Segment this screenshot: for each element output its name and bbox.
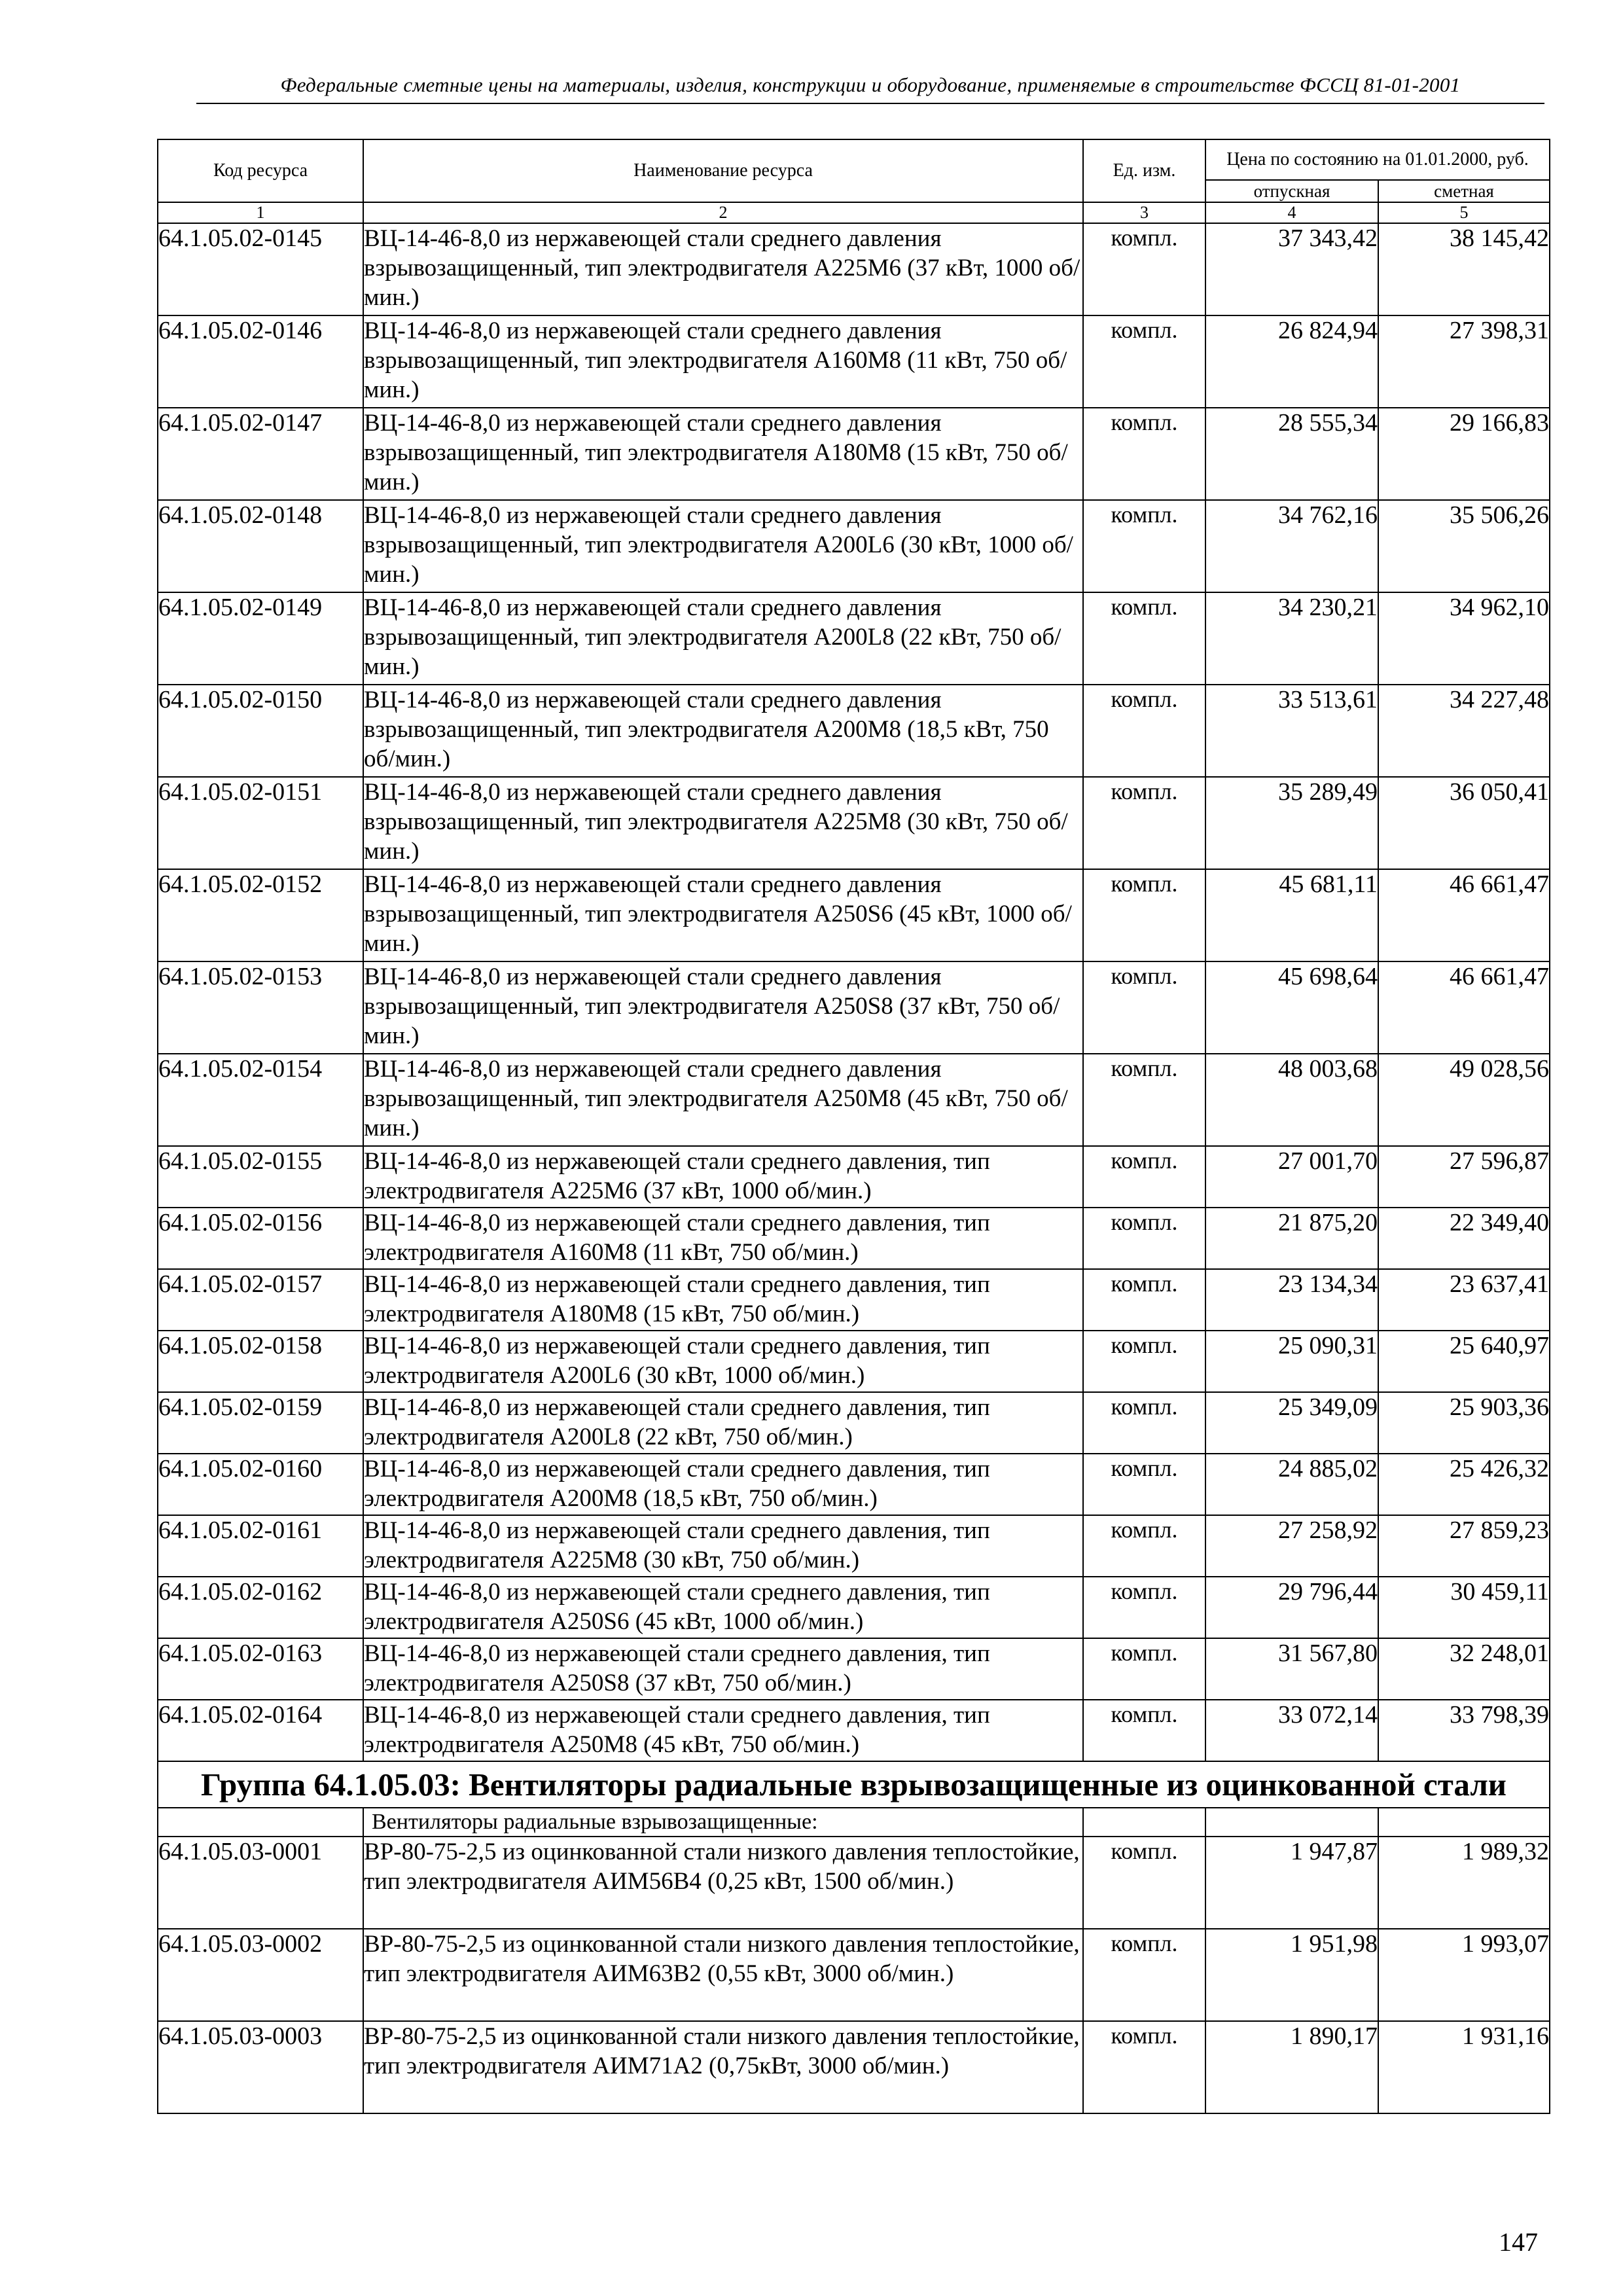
table-row [158,1331,1550,1392]
resource-code: 64.1.05.02-0152 [158,869,363,961]
resource-code: 64.1.05.02-0163 [158,1638,363,1700]
release-price: 27 258,92 [1205,1515,1378,1577]
column-number: 4 [1205,202,1378,223]
resource-name [363,408,1083,500]
header-unit: Ед. изм. [1083,139,1205,202]
unit-of-measure: компл. [1083,1837,1205,1929]
resource-name-text: ВЦ-14-46-8,0 из нержавеющей стали среднего давления, тип электродвигателя А250S8 (37 кВт, 750 об/мин.) [364,1640,990,1696]
page-number: 147 [1499,2227,1538,2257]
column-number: 3 [1083,202,1205,223]
resource-code: 64.1.05.02-0145 [158,223,363,315]
unit-of-measure: компл. [1083,1392,1205,1454]
resource-name-text: ВЦ-14-46-8,0 из нержавеющей стали среднего давления взрывозащищенный, тип электродвигателя А200L6 (30 кВт, 1000 об/мин.) [364,502,1073,588]
release-price: 25 090,31 [1205,1331,1378,1392]
table-row [158,1208,1550,1269]
release-price: 45 698,64 [1205,961,1378,1054]
estimate-price: 25 640,97 [1378,1331,1550,1392]
resource-name-text: ВЦ-14-46-8,0 из нержавеющей стали среднего давления взрывозащищенный, тип электродвигателя А200М8 (18,5 кВт, 750 об/мин.) [364,687,1049,772]
unit-of-measure: компл. [1083,1331,1205,1392]
table-row [158,685,1550,777]
release-price: 33 072,14 [1205,1700,1378,1761]
estimate-price: 35 506,26 [1378,500,1550,592]
resource-name [363,1208,1083,1269]
header-release-price: отпускная [1205,180,1378,202]
subgroup-release-cell [1205,1808,1378,1837]
release-price: 34 762,16 [1205,500,1378,592]
unit-of-measure: компл. [1083,408,1205,500]
resource-code: 64.1.05.02-0162 [158,1577,363,1638]
release-price: 31 567,80 [1205,1638,1378,1700]
resource-code: 64.1.05.02-0164 [158,1700,363,1761]
table-row [158,869,1550,961]
estimate-price: 25 903,36 [1378,1392,1550,1454]
release-price: 24 885,02 [1205,1454,1378,1515]
resource-code: 64.1.05.02-0148 [158,500,363,592]
estimate-price: 36 050,41 [1378,777,1550,869]
resource-name-text: ВЦ-14-46-8,0 из нержавеющей стали среднего давления, тип электродвигателя А225М6 (37 кВт, 1000 об/мин.) [364,1148,990,1204]
resource-name-text: ВЦ-14-46-8,0 из нержавеющей стали среднего давления взрывозащищенный, тип электродвигателя А180М8 (15 кВт, 750 об/мин.) [364,410,1068,495]
resource-code: 64.1.05.02-0158 [158,1331,363,1392]
resource-name-text: ВЦ-14-46-8,0 из нержавеющей стали среднего давления взрывозащищенный, тип электродвигателя А250М8 (45 кВт, 750 об/мин.) [364,1056,1068,1141]
resource-name-text: ВР-80-75-2,5 из оцинкованной стали низкого давления теплостойкие, тип электродвигателя АИМ63В2 (0,55 кВт, 3000 об/мин.) [364,1931,1080,1987]
resource-name [363,2021,1083,2113]
resource-name [363,961,1083,1054]
resource-code: 64.1.05.02-0151 [158,777,363,869]
table-row [158,1700,1550,1761]
estimate-price: 27 859,23 [1378,1515,1550,1577]
unit-of-measure: компл. [1083,961,1205,1054]
table-row [158,1454,1550,1515]
release-price: 1 947,87 [1205,1837,1378,1929]
estimate-price: 46 661,47 [1378,961,1550,1054]
resource-code: 64.1.05.02-0154 [158,1054,363,1146]
column-number: 1 [158,202,363,223]
resource-name [363,1638,1083,1700]
subgroup-estimate-cell [1378,1808,1550,1837]
resource-name-text: ВЦ-14-46-8,0 из нержавеющей стали среднего давления взрывозащищенный, тип электродвигателя А250S8 (37 кВт, 750 об/мин.) [364,963,1060,1049]
estimate-price: 33 798,39 [1378,1700,1550,1761]
estimate-price: 32 248,01 [1378,1638,1550,1700]
release-price: 35 289,49 [1205,777,1378,869]
table-row [158,1638,1550,1700]
estimate-price: 49 028,56 [1378,1054,1550,1146]
release-price: 21 875,20 [1205,1208,1378,1269]
release-price: 26 824,94 [1205,315,1378,408]
resource-code: 64.1.05.02-0149 [158,592,363,685]
resource-name [363,869,1083,961]
resource-name [363,1331,1083,1392]
resource-name-text: ВЦ-14-46-8,0 из нержавеющей стали среднего давления, тип электродвигателя А180М8 (15 кВт, 750 об/мин.) [364,1271,990,1327]
unit-of-measure: компл. [1083,2021,1205,2113]
resource-name [363,777,1083,869]
unit-of-measure: компл. [1083,223,1205,315]
table-row [158,777,1550,869]
table-row [158,1054,1550,1146]
estimate-price: 27 596,87 [1378,1146,1550,1208]
table-row [158,315,1550,408]
header-code: Код ресурса [158,139,363,202]
resource-name-text: ВР-80-75-2,5 из оцинкованной стали низкого давления теплостойкие, тип электродвигателя АИМ56В4 (0,25 кВт, 1500 об/мин.) [364,1839,1080,1895]
resource-name-text: ВЦ-14-46-8,0 из нержавеющей стали среднего давления, тип электродвигателя А200L8 (22 кВт, 750 об/мин.) [364,1394,990,1450]
resource-code: 64.1.05.02-0160 [158,1454,363,1515]
release-price: 1 951,98 [1205,1929,1378,2021]
price-table [157,139,1550,2114]
table-row [158,1837,1550,1929]
table-row [158,592,1550,685]
resource-name-text: ВР-80-75-2,5 из оцинкованной стали низкого давления теплостойкие, тип электродвигателя АИМ71А2 (0,75кВт, 3000 об/мин.) [364,2023,1080,2079]
subgroup-code-cell [158,1808,363,1837]
release-price: 29 796,44 [1205,1577,1378,1638]
unit-of-measure: компл. [1083,1700,1205,1761]
rows-stainless-explosion-proof [158,223,1550,1146]
resource-code: 64.1.05.02-0155 [158,1146,363,1208]
resource-name [363,1577,1083,1638]
estimate-price: 34 227,48 [1378,685,1550,777]
unit-of-measure: компл. [1083,592,1205,685]
header-estimate-price: сметная [1378,180,1550,202]
resource-name [363,1054,1083,1146]
resource-code: 64.1.05.02-0150 [158,685,363,777]
resource-code: 64.1.05.02-0157 [158,1269,363,1331]
release-price: 25 349,09 [1205,1392,1378,1454]
resource-name [363,685,1083,777]
unit-of-measure: компл. [1083,685,1205,777]
estimate-price: 1 931,16 [1378,2021,1550,2113]
resource-name [363,1929,1083,2021]
estimate-price: 23 637,41 [1378,1269,1550,1331]
table-row [158,1269,1550,1331]
running-header: Федеральные сметные цены на материалы, изделия, конструкции и оборудование, применяемые в строительстве ФССЦ 81-01-2001 [280,73,1461,96]
resource-name-text: ВЦ-14-46-8,0 из нержавеющей стали среднего давления, тип электродвигателя А225М8 (30 кВт, 750 об/мин.) [364,1517,990,1573]
resource-name-text: ВЦ-14-46-8,0 из нержавеющей стали среднего давления взрывозащищенный, тип электродвигателя А160М8 (11 кВт, 750 об/мин.) [364,317,1067,403]
table-row [158,408,1550,500]
resource-code: 64.1.05.02-0146 [158,315,363,408]
table-row [158,500,1550,592]
unit-of-measure: компл. [1083,1638,1205,1700]
resource-name [363,1392,1083,1454]
resource-name [363,1515,1083,1577]
resource-code: 64.1.05.03-0001 [158,1837,363,1929]
estimate-price: 34 962,10 [1378,592,1550,685]
release-price: 28 555,34 [1205,408,1378,500]
unit-of-measure: компл. [1083,1929,1205,2021]
rows-galvanized [158,1837,1550,2113]
resource-name [363,223,1083,315]
table-row [158,1146,1550,1208]
release-price: 37 343,42 [1205,223,1378,315]
estimate-price: 22 349,40 [1378,1208,1550,1269]
unit-of-measure: компл. [1083,777,1205,869]
table-row [158,1515,1550,1577]
unit-of-measure: компл. [1083,869,1205,961]
resource-name-text: ВЦ-14-46-8,0 из нержавеющей стали среднего давления взрывозащищенный, тип электродвигателя А250S6 (45 кВт, 1000 об/мин.) [364,871,1072,957]
resource-code: 64.1.05.02-0161 [158,1515,363,1577]
resource-name [363,1269,1083,1331]
estimate-price: 27 398,31 [1378,315,1550,408]
estimate-price: 1 989,32 [1378,1837,1550,1929]
release-price: 23 134,34 [1205,1269,1378,1331]
unit-of-measure: компл. [1083,1454,1205,1515]
column-number: 2 [363,202,1083,223]
group-section [158,1761,1550,1837]
column-number: 5 [1378,202,1550,223]
estimate-price: 46 661,47 [1378,869,1550,961]
unit-of-measure: компл. [1083,500,1205,592]
unit-of-measure: компл. [1083,1146,1205,1208]
table-row [158,223,1550,315]
header-name: Наименование ресурса [363,139,1083,202]
group-row [158,1761,1550,1808]
header-price: Цена по состоянию на 01.01.2000, руб. [1205,139,1550,180]
table-row [158,1929,1550,2021]
resource-name-text: ВЦ-14-46-8,0 из нержавеющей стали среднего давления, тип электродвигателя А200М8 (18,5 кВт, 750 об/мин.) [364,1456,990,1512]
unit-of-measure: компл. [1083,315,1205,408]
resource-name [363,1454,1083,1515]
table-row [158,1577,1550,1638]
resource-name-text: ВЦ-14-46-8,0 из нержавеющей стали среднего давления, тип электродвигателя А160М8 (11 кВт, 750 об/мин.) [364,1210,990,1266]
resource-name [363,315,1083,408]
release-price: 1 890,17 [1205,2021,1378,2113]
resource-name [363,500,1083,592]
table-row [158,2021,1550,2113]
resource-code: 64.1.05.03-0002 [158,1929,363,2021]
resource-name-text: ВЦ-14-46-8,0 из нержавеющей стали среднего давления взрывозащищенный, тип электродвигателя А225М6 (37 кВт, 1000 об/мин.) [364,225,1080,311]
rows-stainless [158,1146,1550,1761]
estimate-price: 30 459,11 [1378,1577,1550,1638]
header-divider [196,103,1544,104]
estimate-price: 38 145,42 [1378,223,1550,315]
resource-name-text: ВЦ-14-46-8,0 из нержавеющей стали среднего давления, тип электродвигателя А250М8 (45 кВт, 750 об/мин.) [364,1702,990,1758]
group-title: Группа 64.1.05.03: Вентиляторы радиальные взрывозащищенные из оцинкованной стали [158,1761,1550,1808]
unit-of-measure: компл. [1083,1208,1205,1269]
resource-name [363,592,1083,685]
release-price: 48 003,68 [1205,1054,1378,1146]
resource-code: 64.1.05.03-0003 [158,2021,363,2113]
resource-name [363,1146,1083,1208]
resource-name [363,1837,1083,1929]
resource-name-text: ВЦ-14-46-8,0 из нержавеющей стали среднего давления, тип электродвигателя А250S6 (45 кВт, 1000 об/мин.) [364,1579,990,1635]
table-row [158,961,1550,1054]
table-row [158,1392,1550,1454]
resource-code: 64.1.05.02-0153 [158,961,363,1054]
subgroup-unit-cell [1083,1808,1205,1837]
subgroup-title: Вентиляторы радиальные взрывозащищенные: [363,1808,1083,1837]
resource-name-text: ВЦ-14-46-8,0 из нержавеющей стали среднего давления взрывозащищенный, тип электродвигателя А200L8 (22 кВт, 750 об/мин.) [364,594,1061,680]
resource-name [363,1700,1083,1761]
unit-of-measure: компл. [1083,1269,1205,1331]
resource-code: 64.1.05.02-0156 [158,1208,363,1269]
release-price: 45 681,11 [1205,869,1378,961]
release-price: 33 513,61 [1205,685,1378,777]
release-price: 34 230,21 [1205,592,1378,685]
estimate-price: 25 426,32 [1378,1454,1550,1515]
unit-of-measure: компл. [1083,1515,1205,1577]
subgroup-row [158,1808,1550,1837]
estimate-price: 29 166,83 [1378,408,1550,500]
resource-code: 64.1.05.02-0147 [158,408,363,500]
unit-of-measure: компл. [1083,1577,1205,1638]
resource-name-text: ВЦ-14-46-8,0 из нержавеющей стали среднего давления взрывозащищенный, тип электродвигателя А225М8 (30 кВт, 750 об/мин.) [364,779,1068,865]
unit-of-measure: компл. [1083,1054,1205,1146]
estimate-price: 1 993,07 [1378,1929,1550,2021]
resource-code: 64.1.05.02-0159 [158,1392,363,1454]
resource-name-text: ВЦ-14-46-8,0 из нержавеющей стали среднего давления, тип электродвигателя А200L6 (30 кВт, 1000 об/мин.) [364,1333,990,1389]
release-price: 27 001,70 [1205,1146,1378,1208]
